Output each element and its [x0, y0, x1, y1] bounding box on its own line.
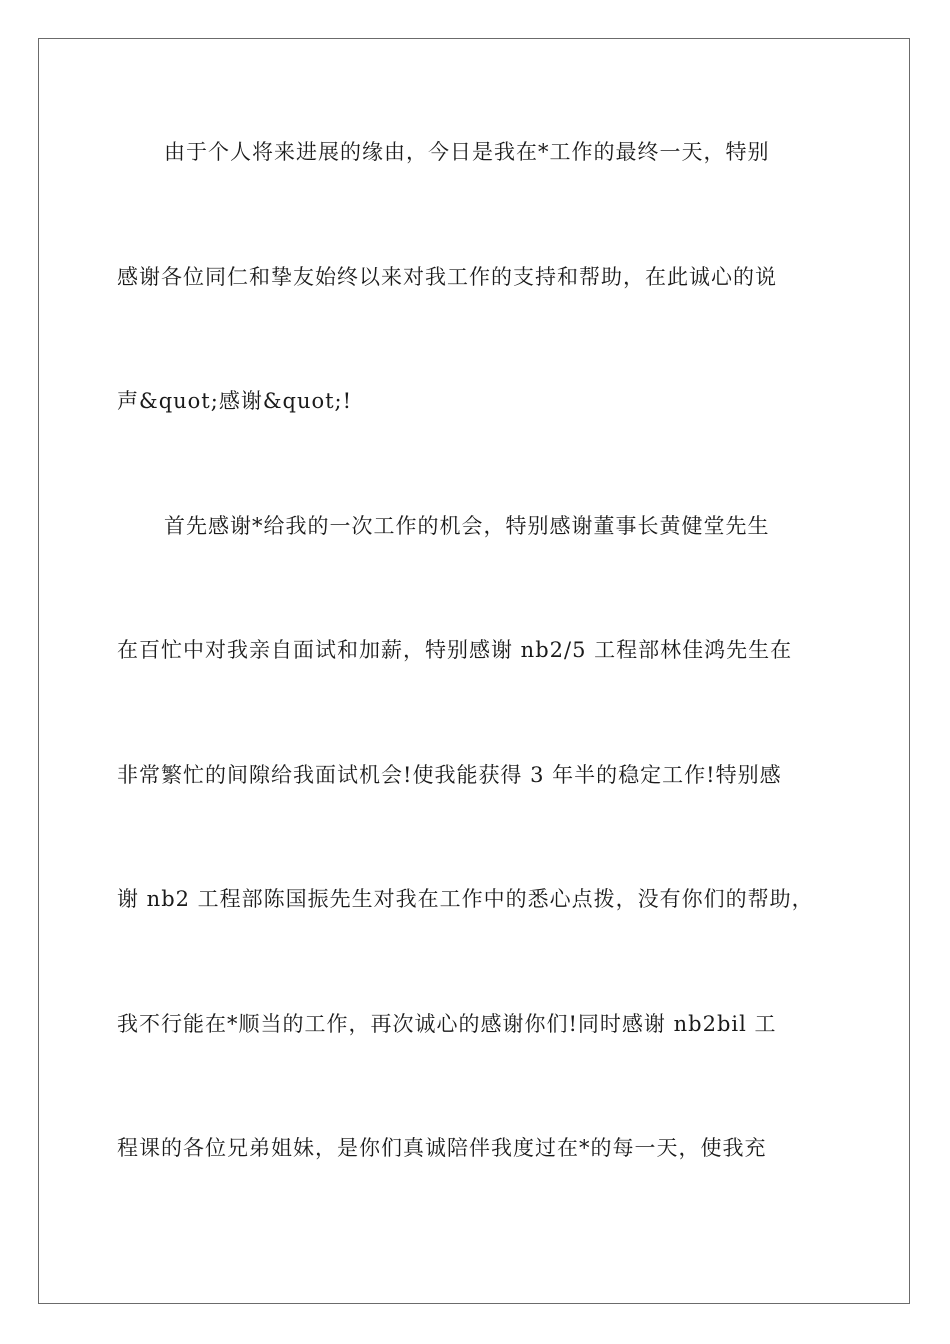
text-line: 感谢各位同仁和挚友始终以来对我工作的支持和帮助，在此诚心的说: [117, 265, 777, 289]
text-line: 声&quot;感谢&quot;!: [117, 389, 353, 413]
page-border: [38, 38, 910, 1304]
text-line: 谢 nb2 工程部陈国振先生对我在工作中的悉心点拨，没有你们的帮助，: [117, 887, 814, 911]
text-line: 程课的各位兄弟姐妹，是你们真诚陪伴我度过在*的每一天，使我充: [117, 1136, 767, 1160]
text-line: 非常繁忙的间隙给我面试机会!使我能获得 3 年半的稳定工作!特别感: [117, 763, 782, 787]
text-line: 在百忙中对我亲自面试和加薪，特别感谢 nb2/5 工程部林佳鸿先生在: [117, 638, 793, 662]
text-line: 我不行能在*顺当的工作，再次诚心的感谢你们!同时感谢 nb2bil 工: [117, 1012, 777, 1036]
text-line: 首先感谢*给我的一次工作的机会，特别感谢董事长黄健堂先生: [164, 514, 770, 538]
text-line: 由于个人将来进展的缘由，今日是我在*工作的最终一天，特别: [164, 140, 770, 164]
